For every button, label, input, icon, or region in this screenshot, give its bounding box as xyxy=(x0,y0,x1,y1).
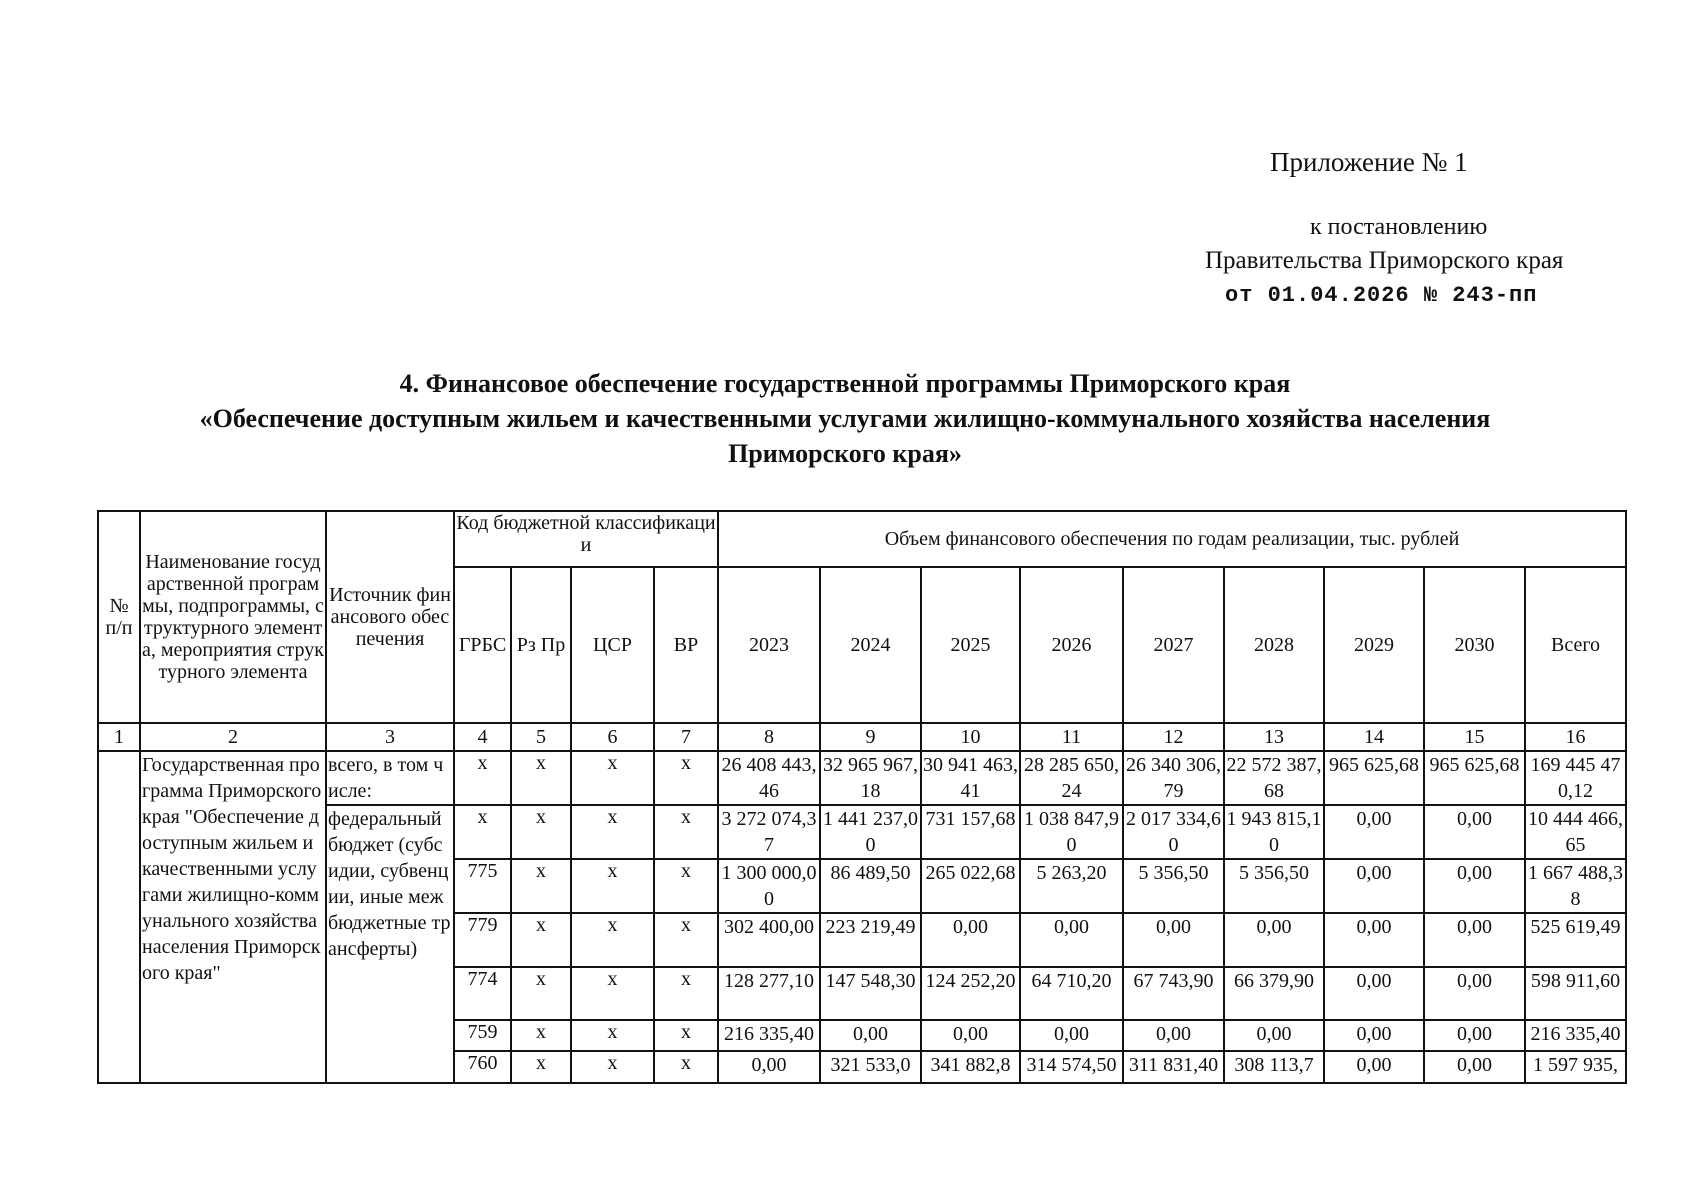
value-cell: 0,00 xyxy=(921,913,1020,967)
title-line-2: «Обеспечение доступным жильем и качественными услугами жилищно-коммунального хозяйства населения xyxy=(199,404,1491,433)
column-number: 8 xyxy=(718,723,820,751)
value-cell: 2 017 334,60 xyxy=(1123,805,1224,859)
program-name-cell: Государственная программа Приморского края "Обеспечение доступным жильем и качественными услугами жилищно-коммунального хозяйства населения Приморского края" xyxy=(140,751,326,1083)
value-cell: 67 743,90 xyxy=(1123,967,1224,1020)
value-cell: 1 038 847,90 xyxy=(1020,805,1123,859)
csr-cell: х xyxy=(571,967,654,1020)
value-cell: 0,00 xyxy=(1224,913,1324,967)
document-date-number: от 01.04.2026 № 243-пп xyxy=(1225,283,1538,308)
grbs-cell: х xyxy=(454,805,511,859)
value-cell: 0,00 xyxy=(1123,1020,1224,1051)
value-cell: 0,00 xyxy=(718,1051,820,1083)
header-volume: Объем финансового обеспечения по годам реализации, тыс. рублей xyxy=(718,511,1626,567)
value-cell: 216 335,40 xyxy=(718,1020,820,1051)
resolution-ref: к постановлению xyxy=(1310,214,1488,240)
csr-cell: х xyxy=(571,859,654,913)
column-number: 2 xyxy=(140,723,326,751)
table-row xyxy=(98,805,1626,859)
value-cell: 64 710,20 xyxy=(1020,967,1123,1020)
header-total: Всего xyxy=(1525,567,1626,723)
vr-cell: х xyxy=(654,967,718,1020)
header-year: 2025 xyxy=(921,567,1020,723)
csr-cell: х xyxy=(571,805,654,859)
total-cell: 1 597 935, xyxy=(1525,1051,1626,1083)
column-number: 13 xyxy=(1224,723,1324,751)
value-cell: 86 489,50 xyxy=(820,859,921,913)
value-cell: 314 574,50 xyxy=(1020,1051,1123,1083)
rzpr-cell: х xyxy=(511,913,571,967)
vr-cell: х xyxy=(654,751,718,805)
value-cell: 302 400,00 xyxy=(718,913,820,967)
total-cell: 525 619,49 xyxy=(1525,913,1626,967)
value-cell: 0,00 xyxy=(1324,1051,1424,1083)
value-cell: 32 965 967,18 xyxy=(820,751,921,805)
header-year: 2023 xyxy=(718,567,820,723)
value-cell: 0,00 xyxy=(1020,1020,1123,1051)
column-number: 3 xyxy=(326,723,454,751)
csr-cell: х xyxy=(571,1020,654,1051)
value-cell: 0,00 xyxy=(1324,913,1424,967)
header-kbk: Код бюджетной классификации xyxy=(454,511,718,567)
value-cell: 0,00 xyxy=(820,1020,921,1051)
column-number: 16 xyxy=(1525,723,1626,751)
title-line-3: Приморского края» xyxy=(728,439,962,468)
value-cell: 965 625,68 xyxy=(1324,751,1424,805)
column-number: 11 xyxy=(1020,723,1123,751)
header-year: 2030 xyxy=(1424,567,1525,723)
vr-cell: х xyxy=(654,1051,718,1083)
value-cell: 0,00 xyxy=(1324,859,1424,913)
rzpr-cell: х xyxy=(511,967,571,1020)
value-cell: 147 548,30 xyxy=(820,967,921,1020)
value-cell: 1 300 000,00 xyxy=(718,859,820,913)
value-cell: 26 408 443,46 xyxy=(718,751,820,805)
value-cell: 0,00 xyxy=(1424,1020,1525,1051)
value-cell: 308 113,7 xyxy=(1224,1051,1324,1083)
header-year: 2027 xyxy=(1123,567,1224,723)
value-cell: 223 219,49 xyxy=(820,913,921,967)
value-cell: 1 441 237,00 xyxy=(820,805,921,859)
value-cell: 311 831,40 xyxy=(1123,1051,1224,1083)
total-cell: 598 911,60 xyxy=(1525,967,1626,1020)
grbs-cell: 775 xyxy=(454,859,511,913)
total-cell: 216 335,40 xyxy=(1525,1020,1626,1051)
header-source: Источник финансового обеспечения xyxy=(326,511,454,723)
value-cell: 0,00 xyxy=(1123,913,1224,967)
value-cell: 0,00 xyxy=(1324,967,1424,1020)
value-cell: 26 340 306,79 xyxy=(1123,751,1224,805)
value-cell: 0,00 xyxy=(1424,913,1525,967)
vr-cell: х xyxy=(654,913,718,967)
total-cell: 169 445 470,12 xyxy=(1525,751,1626,805)
rzpr-cell: х xyxy=(511,751,571,805)
column-number-row xyxy=(98,723,1626,751)
column-number: 4 xyxy=(454,723,511,751)
value-cell: 0,00 xyxy=(1424,967,1525,1020)
total-cell: 10 444 466,65 xyxy=(1525,805,1626,859)
value-cell: 965 625,68 xyxy=(1424,751,1525,805)
appendix-label: Приложение № 1 xyxy=(1270,147,1468,177)
grbs-cell: 760 xyxy=(454,1051,511,1083)
header-csr: ЦСР xyxy=(571,567,654,723)
column-number: 1 xyxy=(98,723,140,751)
value-cell: 1 943 815,10 xyxy=(1224,805,1324,859)
header-rzpr: Рз Пр xyxy=(511,567,571,723)
value-cell: 731 157,68 xyxy=(921,805,1020,859)
csr-cell: х xyxy=(571,1051,654,1083)
value-cell: 28 285 650,24 xyxy=(1020,751,1123,805)
value-cell: 0,00 xyxy=(1324,805,1424,859)
grbs-cell: х xyxy=(454,751,511,805)
title-line-1: 4. Финансовое обеспечение государственной программы Приморского края xyxy=(399,369,1291,398)
header-year: 2026 xyxy=(1020,567,1123,723)
source-federal-cell: федеральный бюджет (субсидии, субвенции, иные межбюджетные трансферты) xyxy=(326,805,454,1083)
header-num: № п/п xyxy=(98,511,140,723)
vr-cell: х xyxy=(654,1020,718,1051)
value-cell: 5 263,20 xyxy=(1020,859,1123,913)
value-cell: 0,00 xyxy=(1224,1020,1324,1051)
value-cell: 22 572 387,68 xyxy=(1224,751,1324,805)
header-name: Наименование государственной программы, подпрограммы, структурного элемента, мероприятия структурного элемента xyxy=(140,511,326,723)
value-cell: 3 272 074,37 xyxy=(718,805,820,859)
header-grbs: ГРБС xyxy=(454,567,511,723)
value-cell: 0,00 xyxy=(1424,805,1525,859)
column-number: 5 xyxy=(511,723,571,751)
value-cell: 5 356,50 xyxy=(1123,859,1224,913)
header-year: 2028 xyxy=(1224,567,1324,723)
value-cell: 265 022,68 xyxy=(921,859,1020,913)
column-number: 14 xyxy=(1324,723,1424,751)
csr-cell: х xyxy=(571,913,654,967)
column-number: 9 xyxy=(820,723,921,751)
value-cell: 5 356,50 xyxy=(1224,859,1324,913)
value-cell: 0,00 xyxy=(1424,859,1525,913)
financing-table xyxy=(97,510,1627,1084)
total-cell: 1 667 488,38 xyxy=(1525,859,1626,913)
government-ref: Правительства Приморского края xyxy=(1205,247,1564,274)
value-cell: 0,00 xyxy=(921,1020,1020,1051)
value-cell: 66 379,90 xyxy=(1224,967,1324,1020)
rzpr-cell: х xyxy=(511,1051,571,1083)
value-cell: 341 882,8 xyxy=(921,1051,1020,1083)
column-number: 7 xyxy=(654,723,718,751)
header-vr: ВР xyxy=(654,567,718,723)
grbs-cell: 774 xyxy=(454,967,511,1020)
value-cell: 30 941 463,41 xyxy=(921,751,1020,805)
header-year: 2024 xyxy=(820,567,921,723)
grbs-cell: 759 xyxy=(454,1020,511,1051)
column-number: 12 xyxy=(1123,723,1224,751)
column-number: 15 xyxy=(1424,723,1525,751)
row-number-cell xyxy=(98,751,140,1083)
grbs-cell: 779 xyxy=(454,913,511,967)
column-number: 6 xyxy=(571,723,654,751)
source-total-cell: всего, в том числе: xyxy=(326,751,454,805)
csr-cell: х xyxy=(571,751,654,805)
rzpr-cell: х xyxy=(511,1020,571,1051)
document-title xyxy=(0,366,1690,471)
header-year: 2029 xyxy=(1324,567,1424,723)
value-cell: 128 277,10 xyxy=(718,967,820,1020)
rzpr-cell: х xyxy=(511,859,571,913)
value-cell: 0,00 xyxy=(1324,1020,1424,1051)
value-cell: 0,00 xyxy=(1020,913,1123,967)
column-number: 10 xyxy=(921,723,1020,751)
value-cell: 124 252,20 xyxy=(921,967,1020,1020)
vr-cell: х xyxy=(654,805,718,859)
vr-cell: х xyxy=(654,859,718,913)
rzpr-cell: х xyxy=(511,805,571,859)
value-cell: 321 533,0 xyxy=(820,1051,921,1083)
table-row xyxy=(98,751,1626,805)
value-cell: 0,00 xyxy=(1424,1051,1525,1083)
